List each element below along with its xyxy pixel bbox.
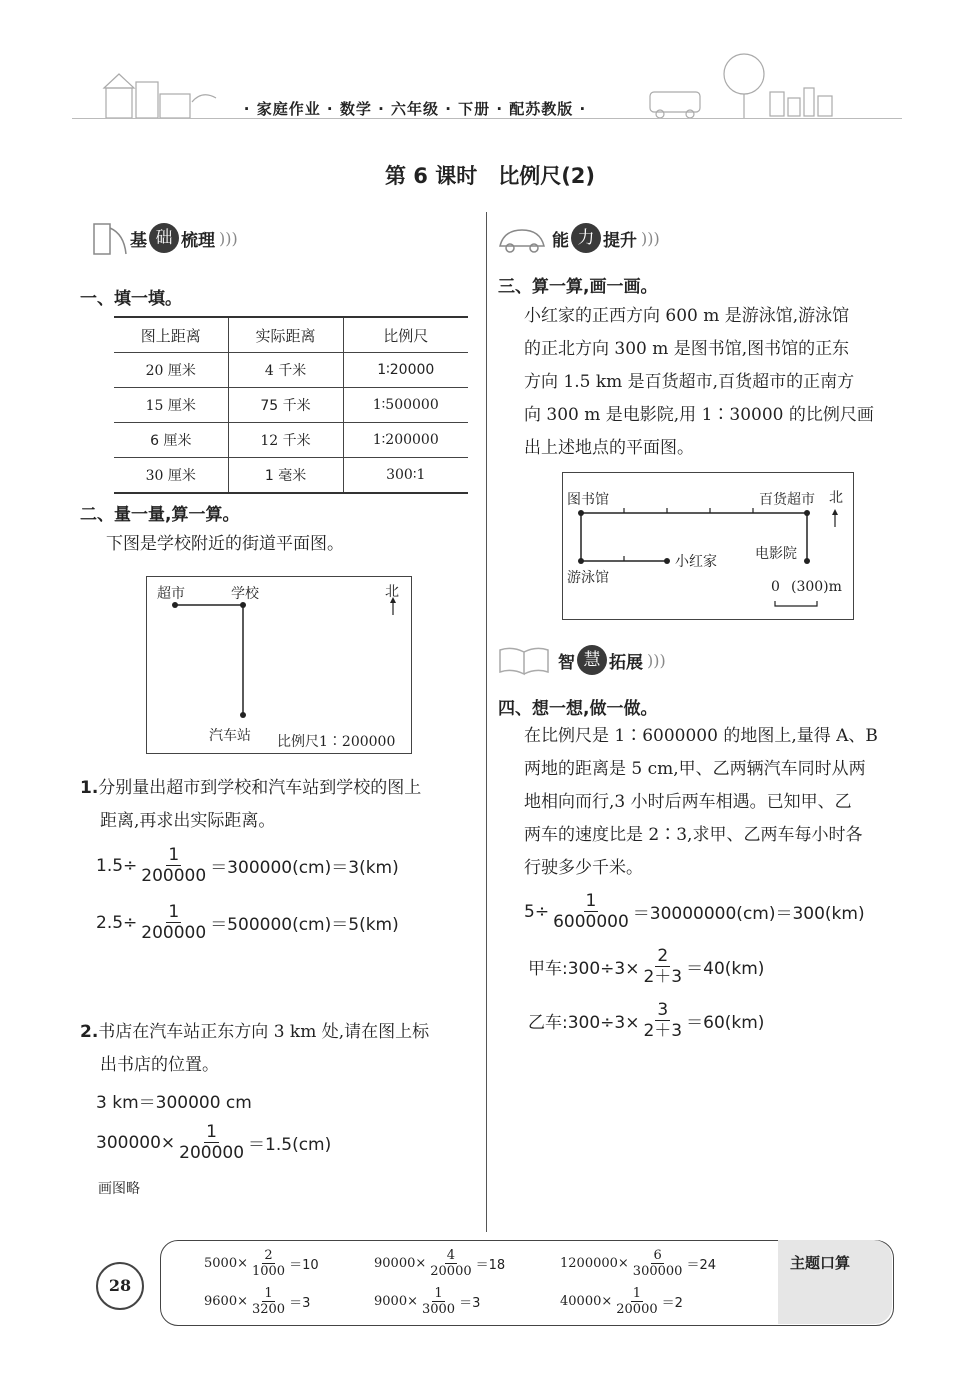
book-icon bbox=[494, 640, 558, 680]
q1-line2: 距离,再求出实际距离。 bbox=[100, 811, 276, 831]
answer-lead: 甲车:300÷3× bbox=[528, 959, 640, 979]
badge-ability-2: 力 bbox=[571, 223, 601, 253]
table-header-row bbox=[114, 317, 468, 353]
column-divider bbox=[486, 212, 487, 1232]
section3-line: 小红家的正西方向 600 m 是游泳馆,游泳馆 bbox=[524, 306, 850, 326]
q2-answer-2 bbox=[96, 1122, 331, 1163]
answer-lead: 1.5÷ bbox=[96, 855, 138, 876]
table-row bbox=[114, 353, 468, 388]
plan-library-label: 图书馆 bbox=[567, 492, 609, 508]
section1-heading: 一、填一填。 bbox=[80, 289, 182, 309]
badge-ability-1: 能 bbox=[552, 230, 569, 251]
arcs-icon: ))) bbox=[219, 228, 238, 248]
plan-scale-label: (300)m bbox=[791, 579, 842, 595]
q2-answer-1: 3 km＝300000 cm bbox=[96, 1093, 252, 1113]
fraction bbox=[631, 1248, 685, 1279]
q1-text bbox=[80, 772, 480, 838]
oral-item bbox=[374, 1286, 480, 1317]
arcs-icon: ))) bbox=[647, 650, 666, 670]
fraction bbox=[614, 1286, 659, 1317]
header-decoration-right bbox=[620, 52, 900, 120]
section3-line: 出上述地点的平面图。 bbox=[524, 438, 694, 458]
fraction bbox=[641, 946, 684, 987]
section2-heading: 二、量一量,算一算。 bbox=[80, 505, 240, 525]
q2-number: 2. bbox=[80, 1022, 99, 1042]
numerator: 1 bbox=[434, 1286, 443, 1301]
table-cell: 1∶500000 bbox=[343, 388, 468, 423]
numerator: 2 bbox=[264, 1248, 273, 1263]
q1-answer-1 bbox=[96, 845, 399, 886]
answer-lead: 2.5÷ bbox=[96, 912, 138, 933]
denominator: 300000 bbox=[632, 1264, 683, 1279]
q2-line2: 出书店的位置。 bbox=[100, 1055, 219, 1075]
arcs-icon: ))) bbox=[641, 228, 660, 248]
s4-answer-1 bbox=[524, 891, 865, 932]
denominator: 20000 bbox=[430, 1264, 472, 1279]
plan-scale-zero: 0 bbox=[771, 579, 780, 595]
badge-wisdom-3: 拓展 bbox=[609, 652, 643, 673]
plan-home-label: 小红家 bbox=[675, 554, 717, 570]
numerator: 2 bbox=[657, 946, 669, 966]
oral-tail: ＝3 bbox=[289, 1296, 311, 1311]
plan-dept-store-label: 百货超市 bbox=[759, 492, 815, 508]
answer-lead: 乙车:300÷3× bbox=[528, 1013, 640, 1033]
numerator: 4 bbox=[446, 1248, 456, 1263]
answer-tail: ＝300000(cm)＝3(km) bbox=[210, 858, 399, 878]
badge-wisdom bbox=[494, 640, 666, 680]
denominator: 2＋3 bbox=[643, 1021, 683, 1041]
answer-lead: 300000× bbox=[96, 1132, 176, 1153]
section4-heading: 四、想一想,做一做。 bbox=[498, 699, 658, 719]
plan-map bbox=[562, 472, 854, 620]
numerator: 6 bbox=[653, 1248, 662, 1263]
fraction bbox=[250, 1248, 287, 1279]
fill-table bbox=[114, 316, 468, 494]
fraction bbox=[420, 1286, 457, 1317]
numerator: 1 bbox=[168, 845, 180, 865]
oral-item bbox=[204, 1248, 319, 1279]
oral-lead: 5000× bbox=[204, 1256, 248, 1271]
badge-basic-2: 础 bbox=[149, 223, 179, 253]
table-header: 比例尺 bbox=[343, 317, 468, 353]
q1-line1: 分别量出超市到学校和汽车站到学校的图上 bbox=[98, 778, 422, 798]
section2-intro: 下图是学校附近的街道平面图。 bbox=[106, 534, 344, 554]
map-station-label: 汽车站 bbox=[209, 728, 251, 744]
map-school-label: 学校 bbox=[231, 586, 259, 602]
oral-tail: ＝10 bbox=[289, 1258, 319, 1273]
table-answer: 1∶20000 bbox=[343, 353, 468, 388]
oral-tail: ＝2 bbox=[661, 1296, 683, 1311]
badge-ability bbox=[494, 218, 660, 258]
table-cell: 1∶200000 bbox=[343, 423, 468, 458]
fraction bbox=[641, 1000, 684, 1041]
numerator: 3 bbox=[657, 1000, 669, 1020]
numerator: 1 bbox=[264, 1286, 273, 1301]
table-header: 实际距离 bbox=[228, 317, 343, 353]
q2-line1: 书店在汽车站正东方向 3 km 处,请在图上标 bbox=[98, 1022, 430, 1042]
section3-heading: 三、算一算,画一画。 bbox=[498, 277, 658, 297]
denominator: 200000 bbox=[141, 923, 207, 943]
map-scale-label: 比例尺1∶200000 bbox=[277, 734, 396, 750]
header-decoration-left bbox=[96, 66, 226, 120]
badge-basic bbox=[90, 218, 238, 258]
section3-line: 向 300 m 是电影院,用 1∶30000 的比例尺画 bbox=[524, 405, 874, 425]
badge-basic-1: 基 bbox=[130, 230, 147, 251]
plan-pool-label: 游泳馆 bbox=[567, 570, 609, 586]
oral-tail: ＝24 bbox=[686, 1258, 716, 1273]
oral-lead: 40000× bbox=[560, 1294, 613, 1309]
badge-wisdom-1: 智 bbox=[558, 652, 575, 673]
fraction bbox=[428, 1248, 473, 1279]
denominator: 200000 bbox=[179, 1143, 245, 1163]
car-icon bbox=[494, 218, 552, 258]
s4-answer-3 bbox=[528, 1000, 764, 1041]
section3-line: 方向 1.5 km 是百货超市,百货超市的正南方 bbox=[524, 372, 855, 392]
oral-calc-title: 主题口算 bbox=[790, 1254, 851, 1272]
table-cell: 20 厘米 bbox=[114, 353, 228, 388]
oral-item bbox=[204, 1286, 310, 1317]
numerator: 1 bbox=[206, 1122, 217, 1142]
oral-lead: 9000× bbox=[374, 1294, 418, 1309]
table-cell: 300∶1 bbox=[343, 458, 468, 494]
fraction bbox=[250, 1286, 287, 1317]
answer-lead: 5÷ bbox=[524, 901, 550, 922]
table-row bbox=[114, 388, 468, 423]
slide-icon bbox=[90, 218, 130, 258]
fraction bbox=[551, 891, 631, 932]
q1-number: 1. bbox=[80, 778, 99, 798]
denominator: 1000 bbox=[251, 1264, 286, 1279]
answer-tail: ＝500000(cm)＝5(km) bbox=[210, 915, 399, 935]
q2-answer-3: 画图略 bbox=[98, 1181, 140, 1197]
table-answer: 6 厘米 bbox=[114, 423, 228, 458]
fraction bbox=[139, 845, 208, 886]
oral-item bbox=[560, 1286, 683, 1317]
oral-item bbox=[374, 1248, 505, 1279]
street-map bbox=[146, 576, 412, 754]
q2-text bbox=[80, 1016, 480, 1082]
table-row bbox=[114, 423, 468, 458]
map-supermarket-label: 超市 bbox=[157, 586, 185, 602]
section3-text bbox=[524, 300, 896, 465]
numerator: 1 bbox=[585, 891, 597, 911]
denominator: 200000 bbox=[141, 866, 207, 886]
section4-line: 在比例尺是 1∶6000000 的地图上,量得 A、B bbox=[524, 726, 878, 746]
book-series-title: · 家庭作业 · 数学 · 六年级 · 下册 · 配苏教版 · bbox=[243, 100, 587, 118]
oral-lead: 90000× bbox=[374, 1256, 427, 1271]
table-cell: 15 厘米 bbox=[114, 388, 228, 423]
fraction bbox=[177, 1122, 246, 1163]
section4-line: 行驶多少千米。 bbox=[524, 858, 643, 878]
answer-tail: ＝30000000(cm)＝300(km) bbox=[632, 904, 865, 924]
answer-tail: ＝1.5(cm) bbox=[248, 1135, 332, 1155]
map-north-label: 北 bbox=[385, 584, 399, 600]
oral-tail: ＝18 bbox=[475, 1258, 506, 1273]
answer-tail: ＝60(km) bbox=[686, 1013, 765, 1033]
denominator: 20000 bbox=[616, 1302, 658, 1317]
street-map-lines bbox=[147, 577, 411, 753]
section3-line: 的正北方向 300 m 是图书馆,图书馆的正东 bbox=[524, 339, 850, 359]
section4-text bbox=[524, 720, 896, 885]
table-cell: 30 厘米 bbox=[114, 458, 228, 494]
plan-cinema-label: 电影院 bbox=[755, 546, 797, 562]
table-header: 图上距离 bbox=[114, 317, 228, 353]
oral-item bbox=[560, 1248, 716, 1279]
plan-north-label: 北 bbox=[829, 490, 843, 506]
table-cell: 4 千米 bbox=[228, 353, 343, 388]
denominator: 3200 bbox=[251, 1302, 286, 1317]
section4-line: 两地的距离是 5 cm,甲、乙两辆汽车同时从两 bbox=[524, 759, 866, 779]
q1-answer-2 bbox=[96, 902, 399, 943]
denominator: 2＋3 bbox=[643, 967, 683, 987]
badge-wisdom-2: 慧 bbox=[577, 645, 607, 675]
oral-lead: 9600× bbox=[204, 1294, 248, 1309]
oral-tail: ＝3 bbox=[459, 1296, 481, 1311]
table-answer: 1 毫米 bbox=[228, 458, 343, 494]
fraction bbox=[139, 902, 208, 943]
badge-ability-3: 提升 bbox=[603, 230, 637, 251]
oral-lead: 1200000× bbox=[560, 1256, 629, 1271]
s4-answer-2 bbox=[528, 946, 764, 987]
numerator: 1 bbox=[632, 1286, 642, 1301]
table-answer: 75 千米 bbox=[228, 388, 343, 423]
header-rule bbox=[72, 118, 902, 119]
denominator: 3000 bbox=[421, 1302, 456, 1317]
page-number: 28 bbox=[96, 1262, 144, 1310]
numerator: 1 bbox=[168, 902, 180, 922]
lesson-title: 第 6 课时 比例尺(2) bbox=[384, 164, 596, 188]
answer-tail: ＝40(km) bbox=[686, 959, 765, 979]
table-row bbox=[114, 458, 468, 494]
section4-line: 地相向而行,3 小时后两车相遇。已知甲、乙 bbox=[524, 792, 852, 812]
denominator: 6000000 bbox=[553, 912, 629, 932]
section4-line: 两车的速度比是 2∶3,求甲、乙两车每小时各 bbox=[524, 825, 863, 845]
table-cell: 12 千米 bbox=[228, 423, 343, 458]
badge-basic-3: 梳理 bbox=[181, 230, 215, 251]
